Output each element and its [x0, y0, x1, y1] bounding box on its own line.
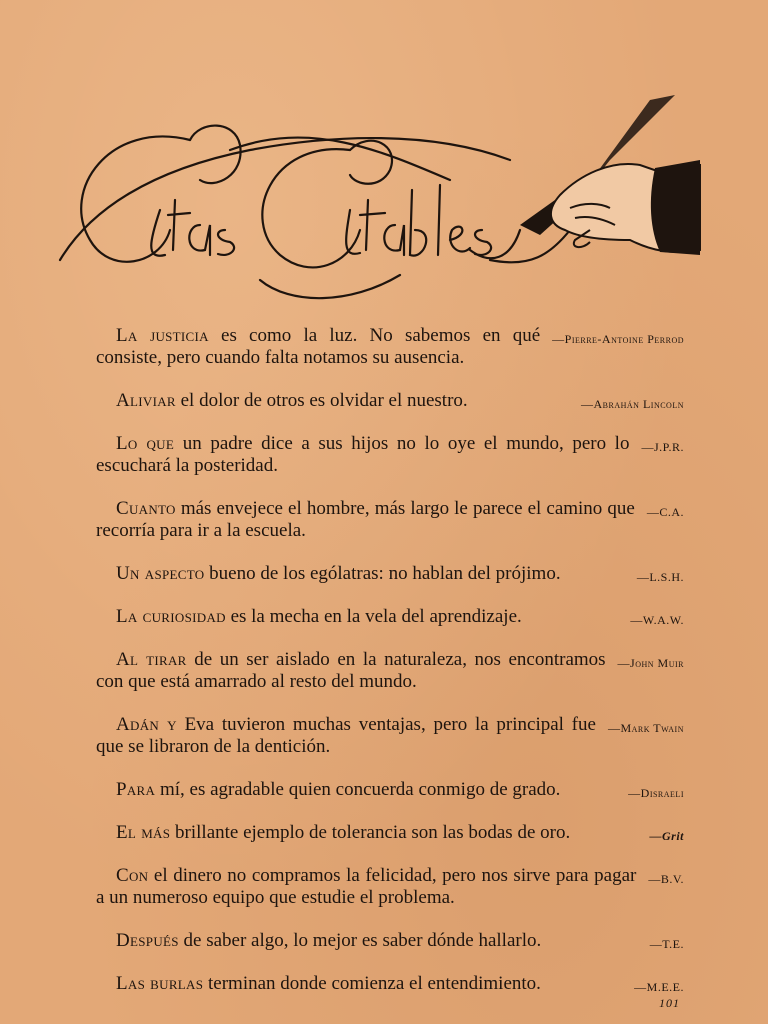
quote-lead: La curiosidad — [116, 606, 226, 627]
quote-author: —Mark Twain — [607, 721, 684, 735]
quote-lead: Con — [116, 865, 149, 886]
quote-lead: Aliviar — [116, 390, 176, 411]
quote-item — [96, 865, 684, 909]
quote-author: —Abrahán Lincoln — [581, 397, 684, 411]
quote-text: es la mecha en la vela del aprendizaje. — [225, 606, 522, 627]
quote-lead: Después — [116, 930, 179, 951]
quote-item — [96, 822, 684, 844]
quote-author: —Pierre-Antoine Perrod — [552, 332, 684, 346]
quote-author: —B.V. — [648, 872, 684, 886]
quote-text: brillante ejemplo de tolerancia son las bodas de oro. — [170, 822, 571, 843]
quote-item — [96, 390, 684, 412]
hand-writing-quill-icon — [520, 95, 700, 255]
quote-lead: Lo que — [116, 433, 175, 454]
quote-author: —Disraeli — [628, 786, 684, 800]
quote-lead: Adán y — [116, 714, 177, 735]
quote-item — [96, 433, 684, 477]
quote-author: —C.A. — [646, 505, 684, 519]
quote-author: —L.S.H. — [636, 570, 684, 584]
quote-text: de un ser aislado en la naturaleza, nos encontramos con que está amarrado al resto del mundo. — [96, 649, 606, 692]
quote-item — [96, 325, 684, 369]
quote-author: —J.P.R. — [641, 440, 684, 454]
quote-author: —Grit — [649, 829, 684, 843]
quote-author: —T.E. — [649, 937, 684, 951]
quote-lead: Un aspecto — [116, 563, 205, 584]
quote-lead: La justicia — [116, 325, 209, 346]
quote-text: un padre dice a sus hijos no lo oye el mundo, pero lo escuchará la posteridad. — [96, 433, 630, 476]
quote-item — [96, 779, 684, 801]
quote-item — [96, 498, 684, 542]
quote-text: terminan donde comienza el entendimiento. — [203, 973, 541, 994]
quote-lead: Para — [116, 779, 156, 800]
quote-item — [96, 649, 684, 693]
quote-item — [96, 563, 684, 585]
quote-text: mí, es agradable quien concuerda conmigo de grado. — [155, 779, 561, 800]
quote-item — [96, 930, 684, 952]
quote-text: de saber algo, lo mejor es saber dónde hallarlo. — [178, 930, 542, 951]
quote-author: —W.A.W. — [630, 613, 684, 627]
quote-author: —John Muir — [617, 656, 684, 670]
quote-item — [96, 973, 684, 995]
quotes-list — [96, 325, 684, 1016]
quote-lead: Las burlas — [116, 973, 204, 994]
header-banner — [50, 90, 710, 310]
quote-text: el dinero no compramos la felicidad, pero nos sirve para pagar a un numeroso equipo que estudie el problema. — [96, 865, 637, 908]
quote-item — [96, 714, 684, 758]
quote-text: Eva tuvieron muchas ventajas, pero la principal fue que se libraron de la dentición. — [96, 714, 596, 757]
title-calligraphy — [50, 90, 710, 310]
quote-text: bueno de los ególatras: no hablan del prójimo. — [204, 563, 561, 584]
quote-text: más envejece el hombre, más largo le parece el camino que recorría para ir a la escuela. — [96, 498, 635, 541]
page-number: 101 — [659, 996, 680, 1010]
quote-lead: El más — [116, 822, 171, 843]
quote-item — [96, 606, 684, 628]
quote-lead: Cuanto — [116, 498, 176, 519]
quote-text: el dolor de otros es olvidar el nuestro. — [175, 390, 468, 411]
quote-lead: Al tirar — [116, 649, 187, 670]
quote-author: —M.E.E. — [634, 980, 684, 994]
quote-text: es como la luz. No sabemos en qué consiste, pero cuando falta notamos su ausencia. — [96, 325, 541, 368]
